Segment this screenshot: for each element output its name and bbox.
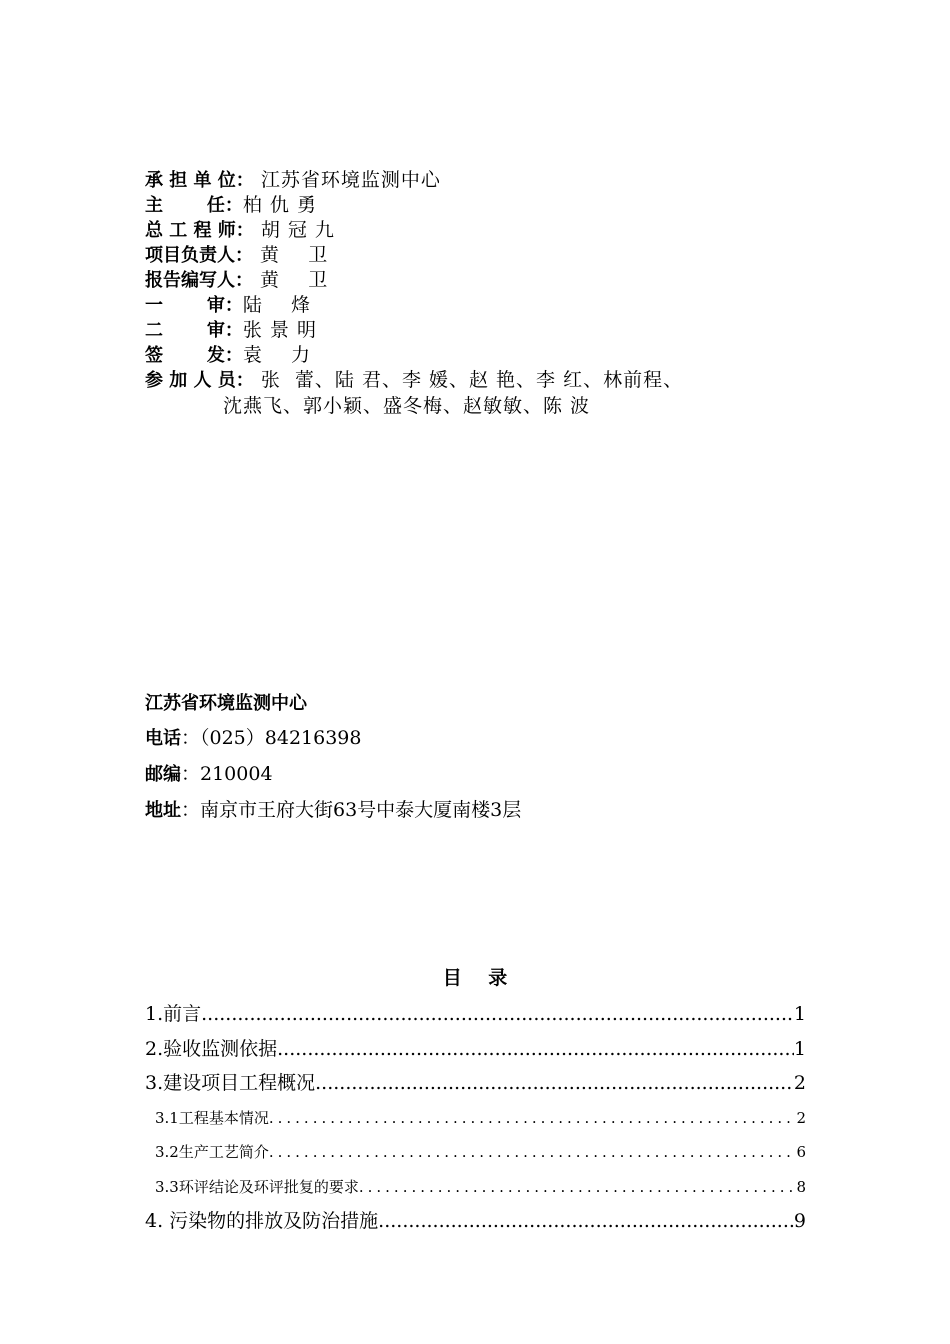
toc-dot-leader [359,1170,797,1205]
staff-value: 黄 卫 [253,269,329,291]
postcode-label: 邮编 [145,764,181,785]
staff-value: 江苏省环境监测中心 [253,169,441,191]
phone-row [145,720,845,756]
toc-subentry[interactable] [145,1135,806,1170]
toc-page-number: 2 [796,1108,806,1127]
address-value: ：南京市王府大街63号中泰大厦南楼3层 [181,799,522,821]
staff-value: 张 景 明 [242,319,317,341]
toc-entry-label: 4. 污染物的排放及防治措施 [145,1210,379,1232]
staff-label: 项目负责人： [145,245,253,266]
postcode-value: ：210004 [181,763,273,785]
staff-row-second-review [145,318,845,343]
staff-row-participants [145,368,845,393]
toc-entry-label: 3.1工程基本情况 [155,1108,269,1127]
toc-subentry[interactable] [145,1170,806,1205]
toc-page-number: 2 [793,1072,806,1094]
toc-page-number: 8 [796,1177,806,1196]
toc-entry[interactable] [145,997,806,1032]
staff-value: 袁 力 [242,344,312,366]
staff-value: 黄 卫 [253,244,329,266]
toc-page-number: 1 [793,1003,806,1025]
toc-entry-label: 3.2生产工艺简介 [155,1143,269,1161]
toc-entry[interactable] [145,1066,806,1101]
staff-label: 承 担 单 位： [145,170,254,191]
staff-value: 张 蕾、陆 君、李 媛、赵 艳、李 红、林前程、 [253,369,684,391]
toc-entry-label: 1.前言 [145,1003,202,1025]
staff-list [145,168,845,419]
organization-name: 江苏省环境监测中心 [145,693,307,714]
toc-dot-leader [378,1204,794,1239]
participants-continuation: 沈燕飞、郭小颖、盛冬梅、赵敏敏、陈 波 [223,395,591,417]
toc-dot-leader [201,997,794,1032]
toc-entry-label: 3.建设项目工程概况 [145,1072,316,1094]
toc-dot-leader [269,1135,797,1170]
toc-page-number: 1 [793,1037,806,1060]
staff-row-chief-engineer [145,218,845,243]
staff-row-first-review [145,293,845,318]
address-label: 地址 [145,800,181,821]
staff-label: 签 发： [145,345,243,366]
toc-entry-label: 3.3环评结论及环评批复的要求 [155,1177,359,1196]
postcode-row [145,756,845,792]
staff-value: 陆 烽 [242,294,312,316]
staff-row-issued-by [145,343,845,368]
toc-dot-leader [277,1032,794,1067]
phone-label: 电话 [145,728,181,749]
staff-row-project-lead [145,243,845,268]
toc-page-number: 6 [796,1143,806,1161]
staff-label: 主 任： [145,195,243,216]
staff-row-director [145,193,845,218]
toc-title: 目 录 [442,967,508,989]
staff-label: 一 审： [145,295,243,316]
staff-row-report-writer [145,268,845,293]
phone-value: ：（025）84216398 [181,727,362,749]
toc-entry[interactable] [145,1032,806,1067]
staff-label: 报告编写人： [145,270,253,291]
toc-entry-label: 2.验收监测依据 [145,1037,278,1060]
staff-label: 总 工 程 师： [145,220,254,241]
toc-dot-leader [315,1066,794,1101]
toc-subentry[interactable] [145,1101,806,1136]
staff-row-undertaking-unit [145,168,845,193]
staff-value: 柏 仇 勇 [242,194,317,216]
staff-value: 胡 冠 九 [253,219,335,241]
toc-dot-leader [269,1101,797,1136]
toc-page-number: 9 [793,1210,806,1232]
staff-label: 参 加 人 员： [145,370,254,391]
staff-label: 二 审： [145,320,243,341]
table-of-contents [145,997,806,1239]
organization-contact [145,688,845,828]
toc-entry[interactable] [145,1204,806,1239]
address-row [145,792,845,828]
